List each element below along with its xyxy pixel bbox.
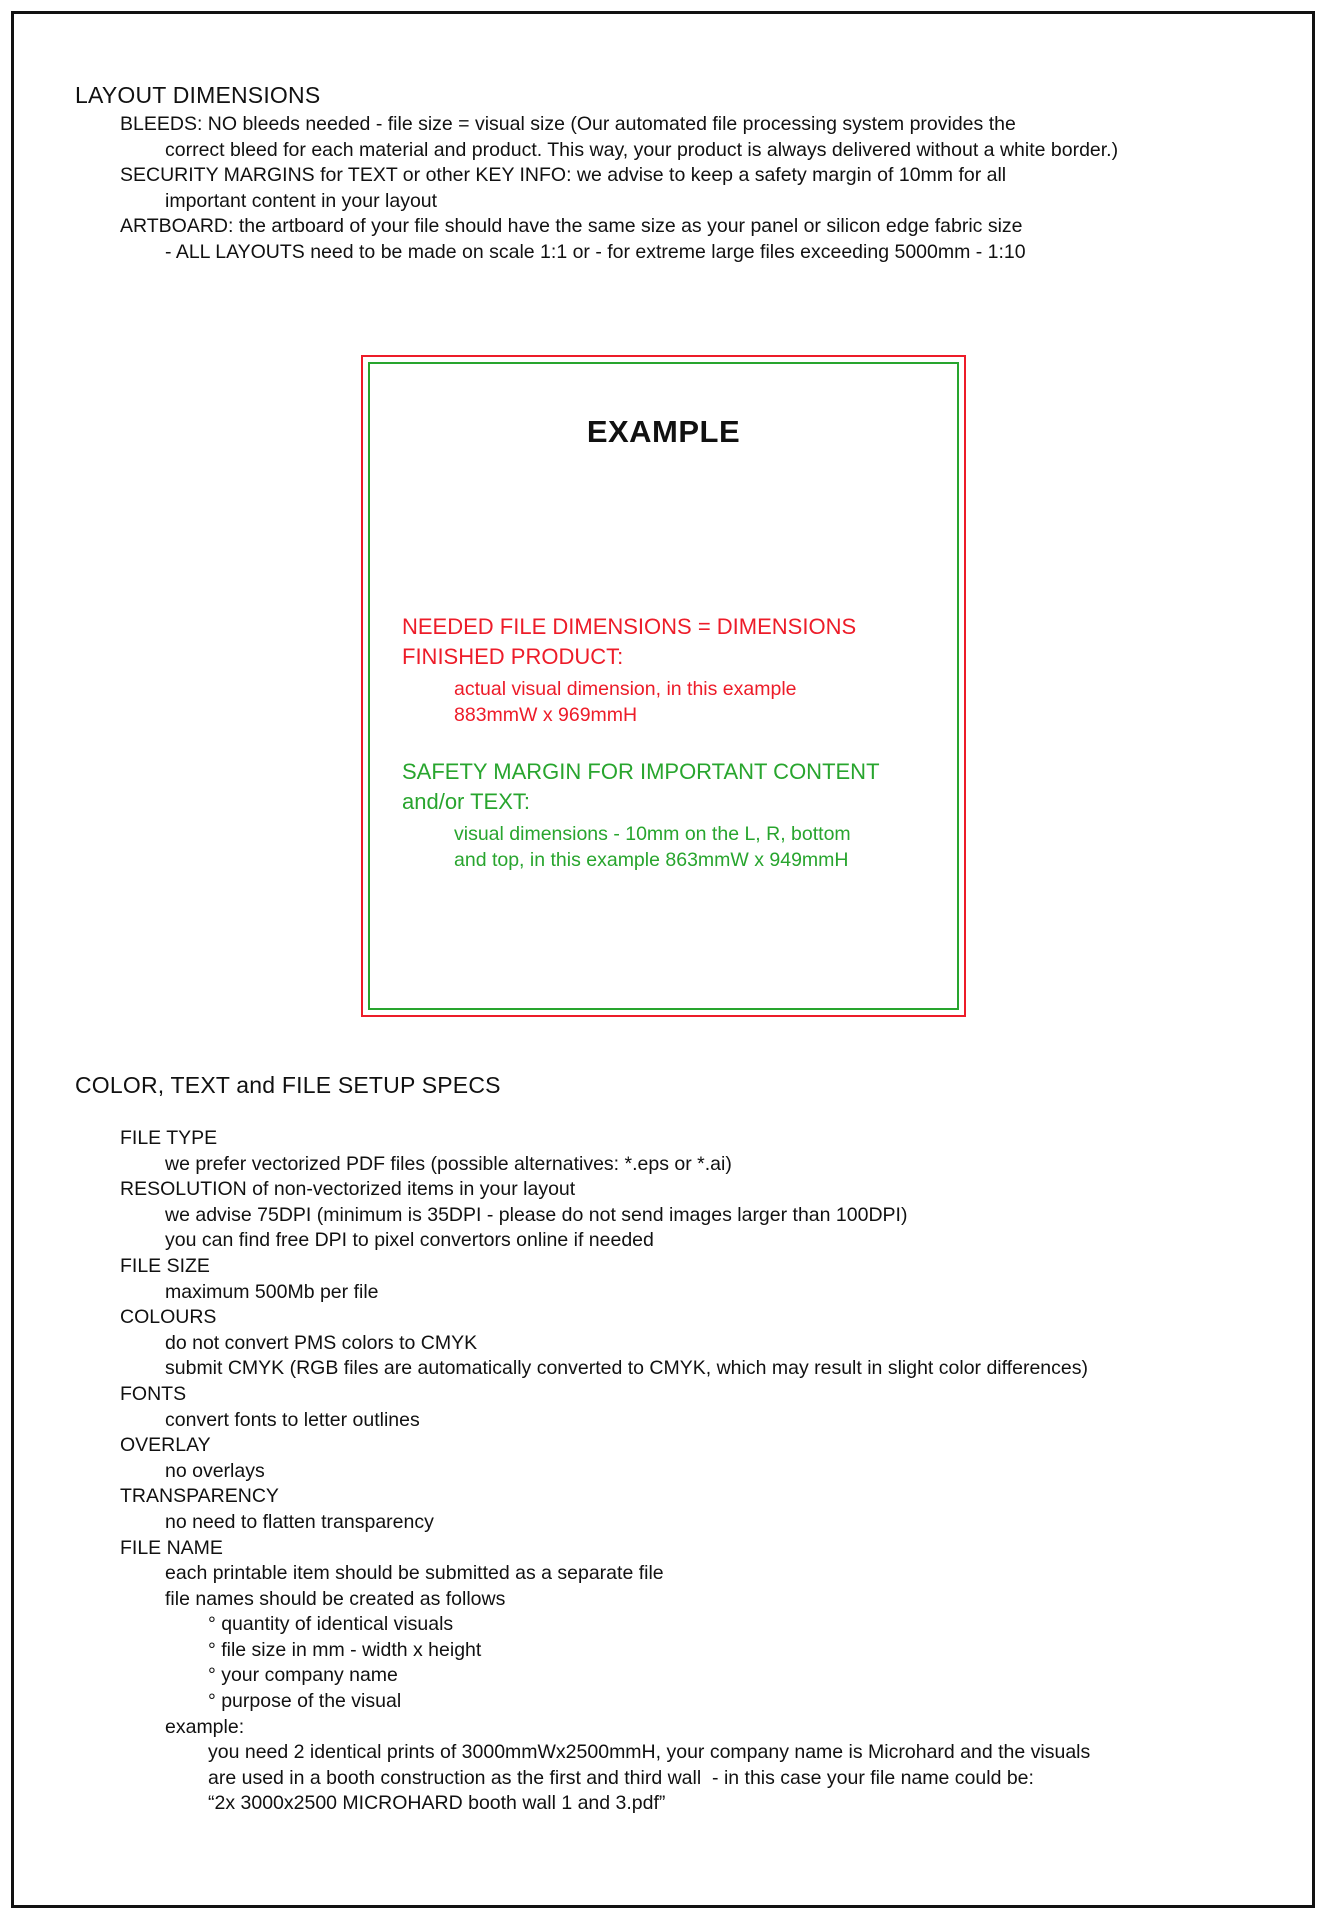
fonts-label: FONTS (120, 1382, 187, 1405)
safety-margin-heading-1: SAFETY MARGIN FOR IMPORTANT CONTENT (402, 759, 880, 784)
overlay-value: no overlays (165, 1459, 265, 1482)
file-size-label: FILE SIZE (120, 1254, 210, 1277)
artboard-line: ARTBOARD: the artboard of your file should have the same size as your panel or silicon edge fabric size (120, 215, 1023, 237)
file-dimensions-note (402, 612, 856, 728)
file-name-rule-purpose: ° purpose of the visual (208, 1690, 402, 1713)
colours-label: COLOURS (120, 1306, 217, 1329)
artboard-line-wrap: - ALL LAYOUTS need to be made on scale 1:1 or - for extreme large files exceeding 5000mm - 1:10 (165, 240, 1026, 263)
file-name-rule-quantity: ° quantity of identical visuals (208, 1613, 454, 1636)
file-name-rule-company: ° your company name (208, 1664, 398, 1687)
transparency-value: no need to flatten transparency (165, 1510, 434, 1533)
overlay-label: OVERLAY (120, 1434, 211, 1457)
bleeds-line: BLEEDS: NO bleeds needed - file size = visual size (Our automated file processing system provides the (120, 113, 1016, 135)
resolution-value-2: you can find free DPI to pixel convertors online if needed (165, 1229, 654, 1252)
file-name-value-1: each printable item should be submitted as a separate file (165, 1562, 664, 1585)
example-safety-margin-outline (368, 362, 959, 1010)
file-dimensions-detail-1: actual visual dimension, in this example (454, 678, 797, 700)
layout-dimensions-list (120, 112, 1118, 265)
fonts-value: convert fonts to letter outlines (165, 1408, 420, 1431)
safety-margin-detail-1: visual dimensions - 10mm on the L, R, bottom (454, 823, 851, 845)
example-label: example: (165, 1715, 245, 1738)
file-size-value: maximum 500Mb per file (165, 1280, 379, 1303)
security-margins-line-wrap: important content in your layout (165, 189, 438, 212)
file-type-value: we prefer vectorized PDF files (possible alternatives: *.eps or *.ai) (165, 1152, 732, 1175)
security-margins-line: SECURITY MARGINS for TEXT or other KEY INFO: we advise to keep a safety margin of 10mm for all (120, 164, 1007, 186)
file-setup-specs-title: COLOR, TEXT and FILE SETUP SPECS (75, 1072, 501, 1098)
file-setup-specs-list (120, 1126, 1090, 1817)
file-dimensions-detail-2: 883mmW x 969mmH (454, 703, 638, 726)
colours-value-1: do not convert PMS colors to CMYK (165, 1331, 478, 1354)
resolution-value-1: we advise 75DPI (minimum is 35DPI - please do not send images larger than 100DPI) (165, 1203, 908, 1226)
file-dimensions-heading-1: NEEDED FILE DIMENSIONS = DIMENSIONS (402, 614, 857, 639)
example-title: EXAMPLE (586, 414, 741, 449)
example-file-outline (361, 355, 966, 1017)
safety-margin-detail-2: and top, in this example 863mmW x 949mmH (454, 848, 849, 871)
safety-margin-note (402, 757, 880, 873)
example-text-3: “2x 3000x2500 MICROHARD booth wall 1 and 3.pdf” (208, 1792, 666, 1815)
safety-margin-heading-2: and/or TEXT: (402, 789, 530, 814)
file-name-label: FILE NAME (120, 1536, 223, 1559)
layout-dimensions-title: LAYOUT DIMENSIONS (75, 82, 321, 108)
file-dimensions-heading-2: FINISHED PRODUCT: (402, 644, 624, 669)
example-text-1: you need 2 identical prints of 3000mmWx2500mmH, your company name is Microhard and the visuals (208, 1741, 1091, 1764)
file-name-rule-size: ° file size in mm - width x height (208, 1638, 482, 1661)
transparency-label: TRANSPARENCY (120, 1485, 279, 1508)
file-name-value-2: file names should be created as follows (165, 1587, 506, 1610)
bleeds-line-wrap: correct bleed for each material and product. This way, your product is always delivered without a white border.) (165, 138, 1119, 161)
resolution-label: RESOLUTION of non-vectorized items in your layout (120, 1178, 576, 1201)
colours-value-2: submit CMYK (RGB files are automatically converted to CMYK, which may result in slight color differences) (165, 1357, 1088, 1380)
file-type-label: FILE TYPE (120, 1127, 218, 1149)
example-text-2: are used in a booth construction as the first and third wall - in this case your file name could be: (208, 1766, 1034, 1789)
